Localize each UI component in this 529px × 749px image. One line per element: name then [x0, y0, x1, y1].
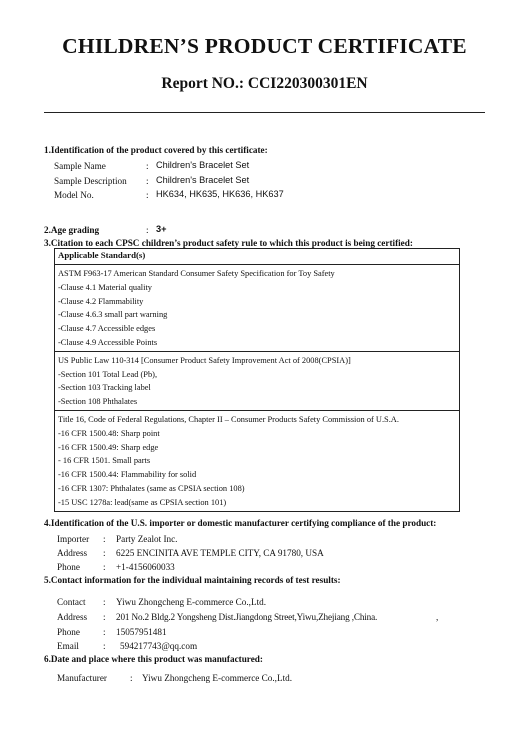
colon: : — [103, 597, 106, 607]
importer-phone-value: +1-4156060033 — [116, 562, 175, 572]
colon: : — [103, 548, 106, 558]
section2-heading: 2.Age grading — [44, 225, 100, 235]
standard-line: ASTM F963-17 American Standard Consumer Safety Specification for Toy Safety — [58, 269, 335, 278]
sample-name-value: Children's Bracelet Set — [156, 160, 250, 170]
certificate-title: CHILDREN’S PRODUCT CERTIFICATE — [62, 34, 467, 58]
model-no-value: HK634, HK635, HK636, HK637 — [156, 189, 284, 199]
standard-line: -Clause 4.7 Accessible edges — [58, 324, 156, 334]
manufacturer-label: Manufacturer — [57, 673, 107, 683]
stray-comma: , — [436, 612, 439, 622]
colon: : — [146, 190, 149, 200]
manufacturer-value: Yiwu Zhongcheng E-commerce Co.,Ltd. — [142, 673, 293, 683]
contact-value: Yiwu Zhongcheng E-commerce Co.,Ltd. — [116, 597, 267, 607]
section1-heading: 1.Identification of the product covered by this certificate: — [44, 145, 268, 155]
colon: : — [103, 534, 106, 544]
sample-description-label: Sample Description — [54, 176, 127, 186]
standard-line: Title 16, Code of Federal Regulations, Chapter II – Consumer Products Safety Commission of U.S.A. — [58, 414, 399, 424]
contact-address-value: 201 No.2 Bldg.2 Yongsheng Dist.Jiangdong Street,Yiwu,Zhejiang ,China. — [116, 612, 378, 622]
standard-line: -Section 103 Tracking label — [58, 383, 151, 393]
contact-phone-value: 15057951481 — [116, 627, 167, 637]
astm-standard-group — [55, 265, 460, 352]
colon: : — [130, 673, 133, 683]
standard-line: - 16 CFR 1501. Small parts — [58, 456, 151, 466]
standard-line: -16 CFR 1500.48: Sharp point — [58, 428, 160, 438]
section6-heading: 6.Date and place where this product was manufactured: — [44, 654, 263, 664]
standard-line: -Section 101 Total Lead (Pb), — [58, 369, 158, 379]
report-number: Report NO.: CCI220300301EN — [161, 75, 368, 92]
standards-table — [54, 248, 460, 512]
sample-name-label: Sample Name — [54, 161, 106, 171]
colon: : — [103, 562, 106, 572]
standard-line: -Clause 4.1 Material quality — [58, 282, 152, 292]
standard-line: -15 USC 1278a: lead(same as CPSIA section 101) — [58, 497, 227, 507]
contact-phone-label: Phone — [57, 627, 80, 637]
cpsia-standard-group — [55, 351, 460, 410]
colon: : — [103, 641, 106, 651]
colon: : — [146, 176, 149, 186]
colon: : — [103, 627, 106, 637]
importer-value: Party Zealot Inc. — [116, 534, 178, 544]
standard-line: -16 CFR 1500.49: Sharp edge — [58, 442, 159, 452]
colon: : — [146, 161, 149, 171]
model-no-label: Model No. — [54, 190, 94, 200]
standard-line: -Clause 4.6.3 small part warning — [58, 310, 168, 320]
section4-heading: 4.Identification of the U.S. importer or domestic manufacturer certifying compliance of the product: — [44, 518, 437, 528]
standard-line: US Public Law 110-314 [Consumer Product Safety Improvement Act of 2008(CPSIA)] — [58, 355, 351, 365]
colon: : — [103, 612, 106, 622]
standard-line: -16 CFR 1307: Phthalates (same as CPSIA section 108) — [58, 483, 245, 493]
section5-heading: 5.Contact information for the individual maintaining records of test results: — [44, 575, 341, 585]
contact-address-label: Address — [57, 612, 88, 622]
contact-email-value: 594217743@qq.com — [120, 641, 198, 651]
title-divider — [44, 112, 485, 113]
standard-line: -Clause 4.2 Flammability — [58, 296, 144, 306]
section3-heading: 3.Citation to each CPSC children’s product safety rule to which this product is being certified: — [44, 238, 413, 248]
sample-description-value: Children's Bracelet Set — [156, 175, 250, 185]
importer-label: Importer — [57, 534, 90, 544]
contact-label: Contact — [57, 597, 86, 607]
standard-line: -16 CFR 1500.44: Flammability for solid — [58, 470, 197, 480]
standard-line: -Clause 4.9 Accessible Points — [58, 337, 158, 347]
contact-email-label: Email — [57, 641, 79, 651]
cfr-standard-group — [55, 410, 460, 511]
standard-line: -Section 108 Phthalates — [58, 397, 138, 407]
colon: : — [146, 225, 149, 235]
importer-address-value: 6225 ENCINITA AVE TEMPLE CITY, CA 91780, USA — [116, 548, 324, 558]
table-header: Applicable Standard(s) — [55, 249, 460, 265]
age-grading-value: 3+ — [156, 224, 167, 234]
importer-address-label: Address — [57, 548, 88, 558]
importer-phone-label: Phone — [57, 562, 80, 572]
